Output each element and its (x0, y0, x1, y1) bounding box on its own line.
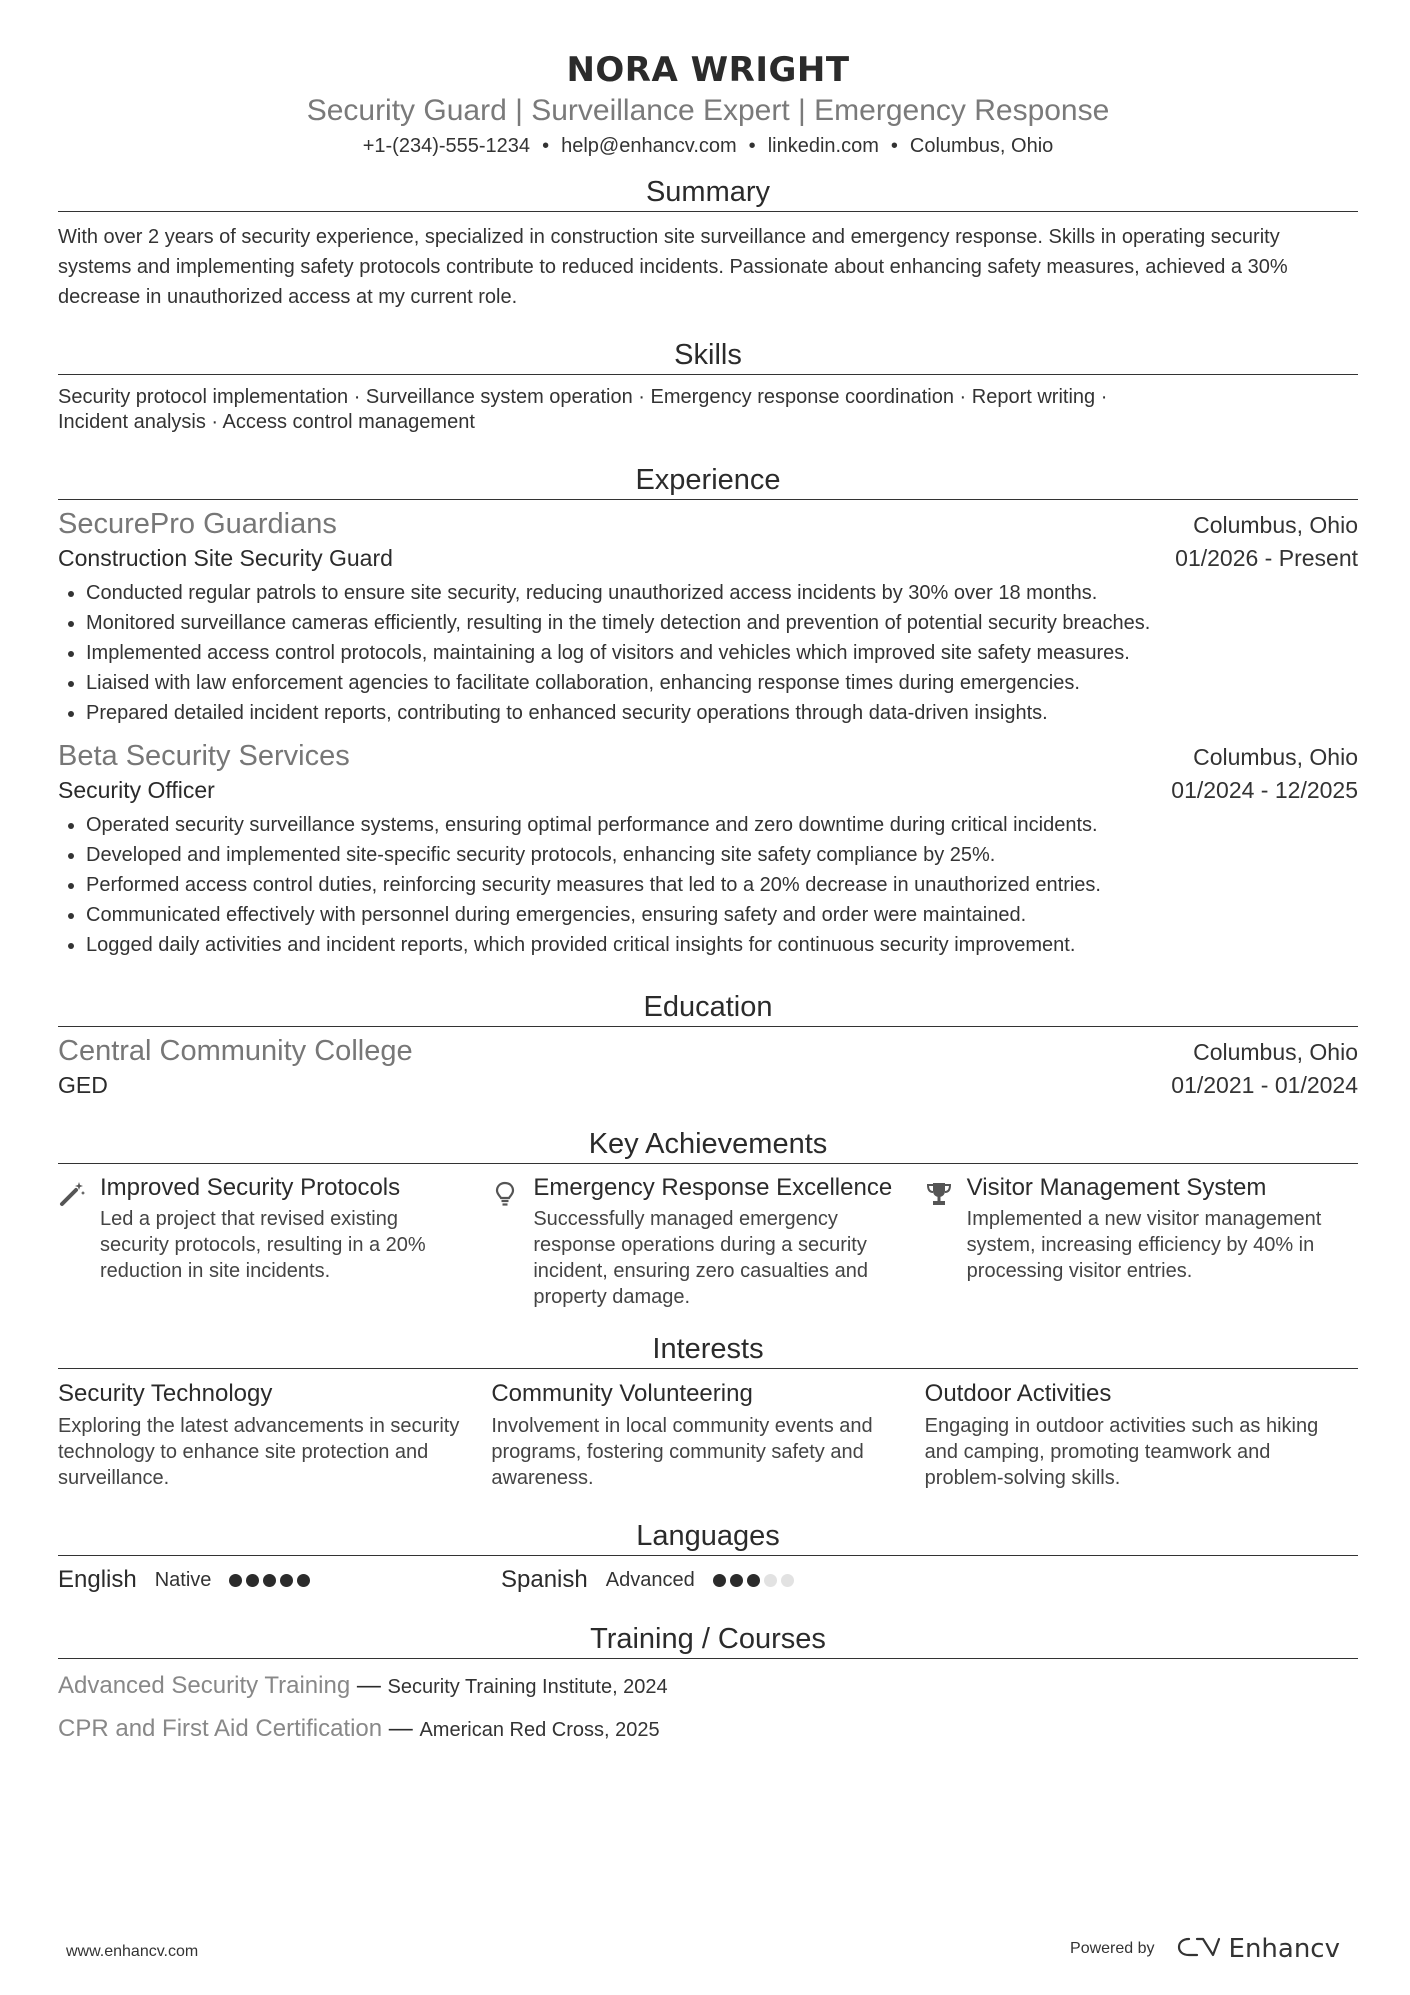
summary-section (58, 173, 1358, 312)
contact-linkedin[interactable]: linkedin.com (767, 135, 879, 157)
school-location: Columbus, Ohio (1193, 1039, 1358, 1065)
rating-dot-empty (781, 1574, 794, 1587)
list-item: • Operated security surveillance systems, ensuring optimal performance and zero downtime during critical incidents. (86, 810, 1358, 840)
degree: GED (58, 1072, 108, 1098)
language-level: Native (154, 1568, 212, 1591)
list-item: • Prepared detailed incident reports, contributing to enhanced security operations through data-driven insights. (86, 698, 1358, 728)
separator-bullet: • (542, 135, 550, 157)
language-rating (713, 1574, 798, 1587)
job-dates: 01/2026 - Present (1175, 545, 1358, 571)
skills-line: Incident analysis · Access control management (58, 411, 475, 433)
interest-item (58, 1379, 491, 1491)
rating-dot-filled (730, 1574, 743, 1587)
section-divider (58, 374, 1358, 375)
interest-desc: Engaging in outdoor activities such as hiking and camping, promoting teamwork and problem-solving skills. (924, 1415, 1319, 1489)
contact-email[interactable]: help@enhancv.com (561, 135, 737, 157)
section-divider (58, 499, 1358, 500)
list-item: • Communicated effectively with personnel during emergencies, ensuring safety and order were maintained. (86, 900, 1358, 930)
skills-list (58, 385, 1358, 435)
achievements-section (58, 1125, 1358, 1310)
contact-location: Columbus, Ohio (909, 135, 1054, 157)
education-dates: 01/2021 - 01/2024 (1171, 1072, 1358, 1098)
course-provider: Security Training Institute, 2024 (387, 1676, 668, 1698)
languages-section (58, 1517, 1358, 1594)
section-title-education: Education (643, 991, 773, 1023)
achievement-title: Visitor Management System (966, 1174, 1267, 1201)
training-section (58, 1620, 1358, 1745)
job-role: Construction Site Security Guard (58, 545, 393, 571)
achievement-item (925, 1174, 1358, 1310)
language-item (501, 1566, 944, 1594)
magic-wand-icon (58, 1174, 100, 1310)
list-item: • Logged daily activities and incident reports, which provided critical insights for continuous security improvement. (86, 930, 1358, 960)
achievement-desc: Successfully managed emergency response operations during a security incident, ensuring zero casualties and property damage. (533, 1208, 868, 1308)
rating-dot-empty (764, 1574, 777, 1587)
achievement-title: Emergency Response Excellence (533, 1174, 893, 1201)
section-divider (58, 211, 1358, 212)
rating-dot-filled (713, 1574, 726, 1587)
interests-section (58, 1330, 1358, 1491)
achievement-desc: Implemented a new visitor management system, increasing efficiency by 40% in processing visitor entries. (966, 1208, 1322, 1282)
rating-dot-filled (229, 1574, 242, 1587)
job-location: Columbus, Ohio (1193, 744, 1358, 770)
section-divider (58, 1658, 1358, 1659)
language-level: Advanced (605, 1568, 695, 1591)
em-dash: — (388, 1715, 420, 1742)
job-dates: 01/2024 - 12/2025 (1171, 777, 1358, 803)
section-title-training: Training / Courses (590, 1623, 826, 1655)
powered-by-label: Powered by (1070, 1940, 1155, 1957)
job-location: Columbus, Ohio (1193, 512, 1358, 538)
list-item: • Monitored surveillance cameras efficiently, resulting in the timely detection and prevention of potential security breaches. (86, 608, 1358, 638)
rating-dot-filled (263, 1574, 276, 1587)
section-divider (58, 1026, 1358, 1027)
list-item: • Conducted regular patrols to ensure site security, reducing unauthorized access incidents by 30% over 18 months. (86, 578, 1358, 608)
interest-title: Outdoor Activities (924, 1380, 1112, 1407)
resume-page (58, 0, 1358, 1745)
education-entry (58, 1033, 1358, 1101)
section-title-experience: Experience (635, 464, 781, 496)
footer-branding (1070, 1934, 1340, 1964)
experience-entry (58, 738, 1358, 960)
list-item: • Developed and implemented site-specific security protocols, enhancing site safety compliance by 25%. (86, 840, 1358, 870)
trophy-icon (925, 1174, 967, 1310)
experience-section (58, 461, 1358, 960)
separator-bullet: • (748, 135, 756, 157)
rating-dot-filled (297, 1574, 310, 1587)
language-item (58, 1566, 501, 1594)
em-dash: — (356, 1672, 388, 1699)
interest-desc: Exploring the latest advancements in security technology to enhance site protection and surveillance. (58, 1415, 460, 1489)
list-item: • Implemented access control protocols, maintaining a log of visitors and vehicles which improved site safety measures. (86, 638, 1358, 668)
contact-line (58, 132, 1358, 160)
brand-name: Enhancv (1228, 1934, 1340, 1964)
rating-dot-filled (747, 1574, 760, 1587)
rating-dot-filled (280, 1574, 293, 1587)
section-title-skills: Skills (674, 339, 742, 371)
enhancv-logo-icon (1177, 1935, 1221, 1964)
interest-title: Community Volunteering (491, 1380, 753, 1407)
summary-text: With over 2 years of security experience, specialized in construction site surveillance and emergency response. Skills in operating security systems and implementing safety protocols contribute to reduced incidents. Passionate about enhancing safety measures, achieved a 30% decrease in unauthorized access at my current role. (58, 226, 1288, 308)
interest-item (491, 1379, 924, 1491)
interest-desc: Involvement in local community events and programs, fostering community safety and awareness. (491, 1415, 873, 1489)
section-title-summary: Summary (645, 176, 771, 208)
achievement-desc: Led a project that revised existing security protocols, resulting in a 20% reduction in site incidents. (100, 1208, 426, 1282)
section-divider (58, 1555, 1358, 1556)
section-divider (58, 1368, 1358, 1369)
section-title-achievements: Key Achievements (588, 1128, 828, 1160)
resume-header (58, 0, 1358, 160)
candidate-title: Security Guard | Surveillance Expert | Emergency Response (306, 94, 1110, 127)
education-section (58, 988, 1358, 1101)
course-title: CPR and First Aid Certification (58, 1715, 383, 1742)
job-role: Security Officer (58, 777, 215, 803)
lightbulb-icon (491, 1174, 533, 1310)
achievement-title: Improved Security Protocols (100, 1174, 401, 1201)
interest-item (925, 1379, 1358, 1491)
experience-entry (58, 506, 1358, 728)
course-item (58, 1671, 1358, 1702)
skills-section (58, 336, 1358, 435)
achievement-item (58, 1174, 491, 1310)
list-item: • Performed access control duties, reinforcing security measures that led to a 20% decrease in unauthorized entries. (86, 870, 1358, 900)
company-name: SecurePro Guardians (58, 508, 337, 540)
list-item: • Liaised with law enforcement agencies to facilitate collaboration, enhancing response times during emergencies. (86, 668, 1358, 698)
candidate-name: NORA WRIGHT (566, 50, 850, 90)
job-bullets (58, 578, 1358, 728)
section-title-languages: Languages (636, 1520, 780, 1552)
job-bullets (58, 810, 1358, 960)
section-divider (58, 1163, 1358, 1164)
course-provider: American Red Cross, 2025 (419, 1719, 660, 1741)
language-name: Spanish (501, 1566, 588, 1593)
language-rating (229, 1574, 314, 1587)
footer-website[interactable]: www.enhancv.com (66, 1943, 199, 1960)
interest-title: Security Technology (58, 1380, 273, 1407)
separator-bullet: • (890, 135, 898, 157)
skills-line: Security protocol implementation · Surveillance system operation · Emergency response coordination · Report writing · (58, 386, 1108, 408)
section-title-interests: Interests (652, 1333, 764, 1365)
contact-phone: +1-(234)-555-1234 (362, 135, 531, 157)
language-name: English (58, 1566, 137, 1593)
school-name: Central Community College (58, 1035, 413, 1067)
company-name: Beta Security Services (58, 740, 350, 772)
achievement-item (491, 1174, 924, 1310)
rating-dot-filled (246, 1574, 259, 1587)
course-title: Advanced Security Training (58, 1672, 351, 1699)
course-item (58, 1714, 1358, 1745)
